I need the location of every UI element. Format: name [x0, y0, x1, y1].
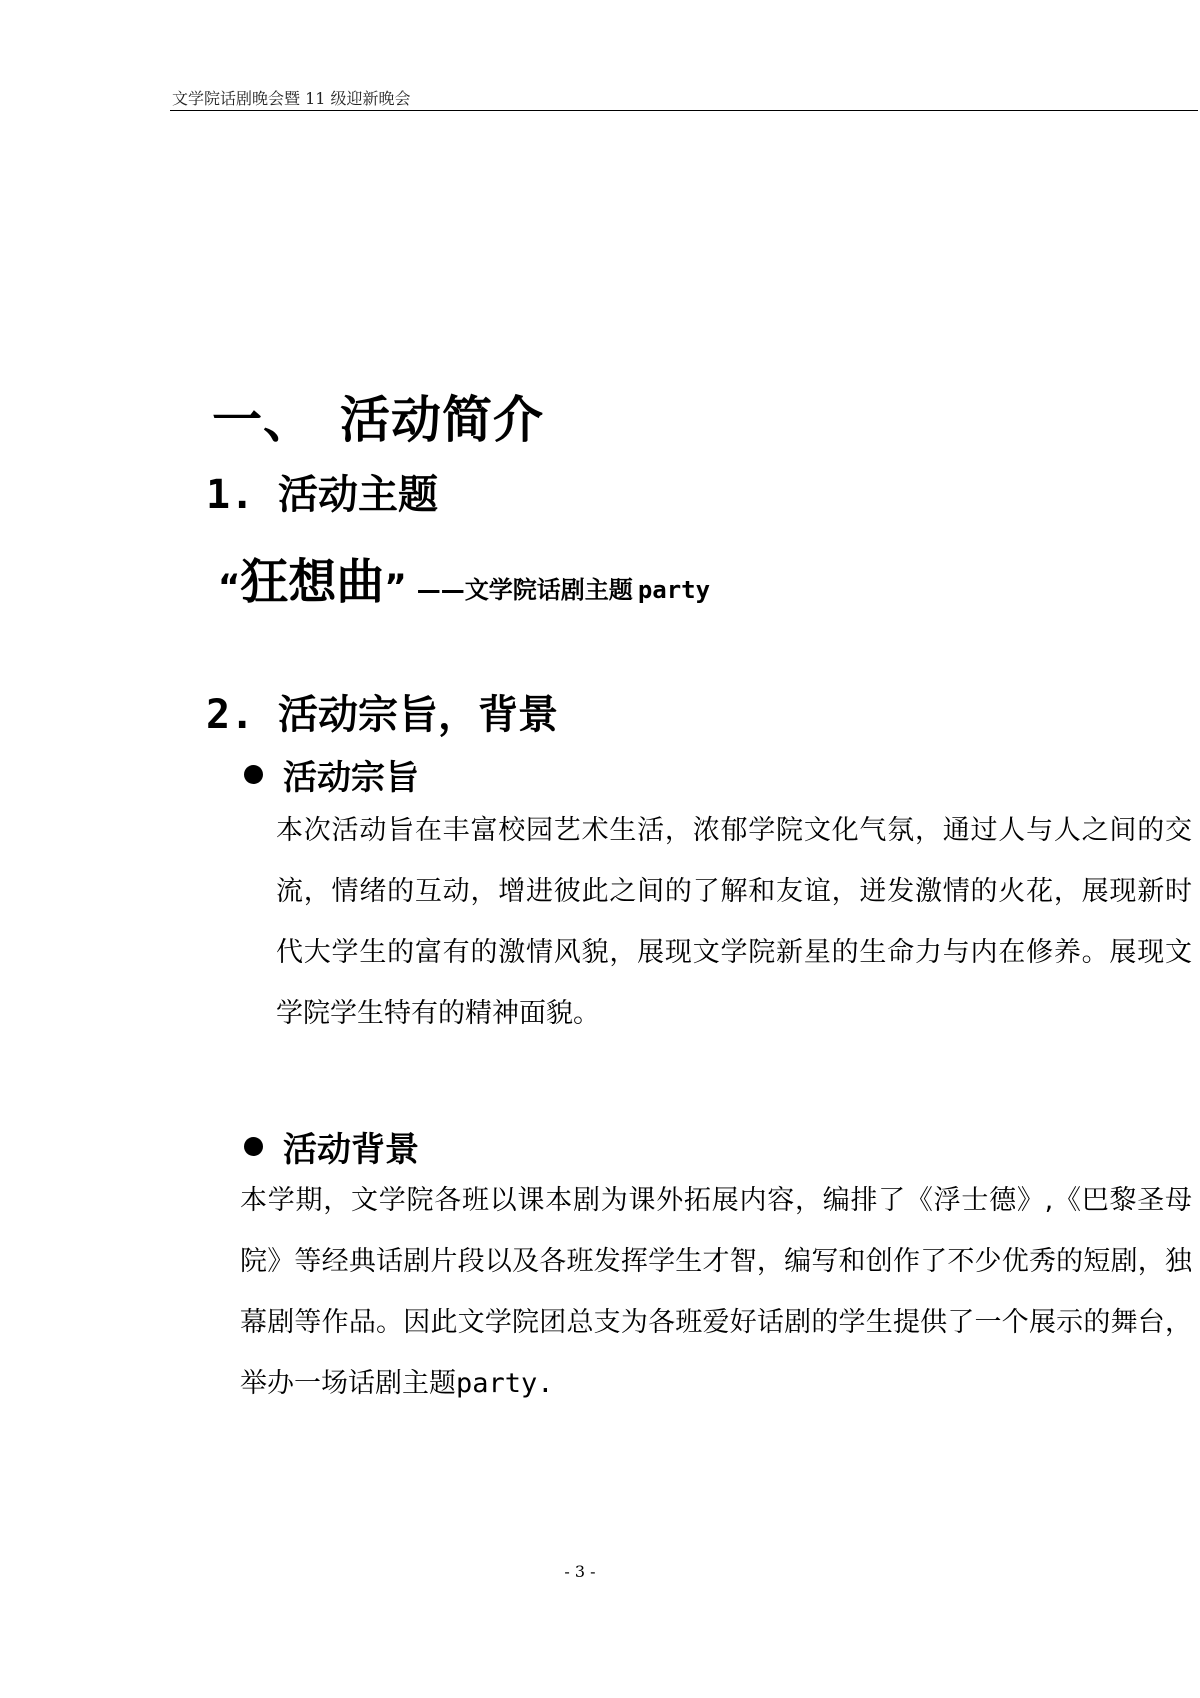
subsection-heading-theme	[206, 463, 438, 520]
theme-name: 狂想曲	[240, 554, 385, 610]
page-number: - 3 -	[564, 1562, 596, 1581]
background-heading	[244, 1122, 419, 1171]
bullet-icon	[244, 1137, 263, 1156]
subsection-number: 1.	[206, 472, 255, 518]
background-heading-label: 活动背景	[283, 1130, 419, 1170]
theme-title	[218, 543, 710, 612]
purpose-paragraph: 本次活动旨在丰富校园艺术生活，浓郁学院文化气氛，通过人与人之间的交流，情绪的互动，增进彼此之间的了解和友谊，迸发激情的火花，展现新时代大学生的富有的激情风貌，展现文学院新星的生命力与内在修养。展现文学院学生特有的精神面貌。	[276, 815, 1192, 1029]
subsection-title: 活动主题	[278, 472, 438, 518]
theme-subtitle: ——文学院话剧主题	[416, 576, 633, 604]
subsection-title: 活动宗旨，背景	[278, 692, 558, 738]
section-heading	[212, 380, 544, 452]
open-quote: “	[218, 567, 241, 607]
close-quote: ”	[384, 567, 407, 607]
theme-subtitle-latin: party	[637, 576, 711, 604]
subsection-heading-purpose-background	[206, 683, 558, 740]
purpose-heading-label: 活动宗旨	[283, 758, 419, 798]
bullet-icon	[244, 765, 263, 784]
section-number: 一、	[212, 391, 314, 449]
background-text-latin: party.	[456, 1368, 554, 1399]
subsection-number: 2.	[206, 692, 255, 738]
header-rule	[170, 110, 1198, 111]
running-header: 文学院话剧晚会暨 11 级迎新晚会	[172, 89, 411, 108]
purpose-heading	[244, 750, 419, 799]
background-paragraph	[240, 1170, 1192, 1414]
background-text: 本学期，文学院各班以课本剧为课外拓展内容，编排了《浮士德》,《巴黎圣母院》等经典话剧片段以及各班发挥学生才智，编写和创作了不少优秀的短剧，独幕剧等作品。因此文学院团总支为各班爱好话剧的学生提供了一个展示的舞台，举办一场话剧主题	[240, 1185, 1192, 1399]
section-title: 活动简介	[340, 391, 544, 449]
